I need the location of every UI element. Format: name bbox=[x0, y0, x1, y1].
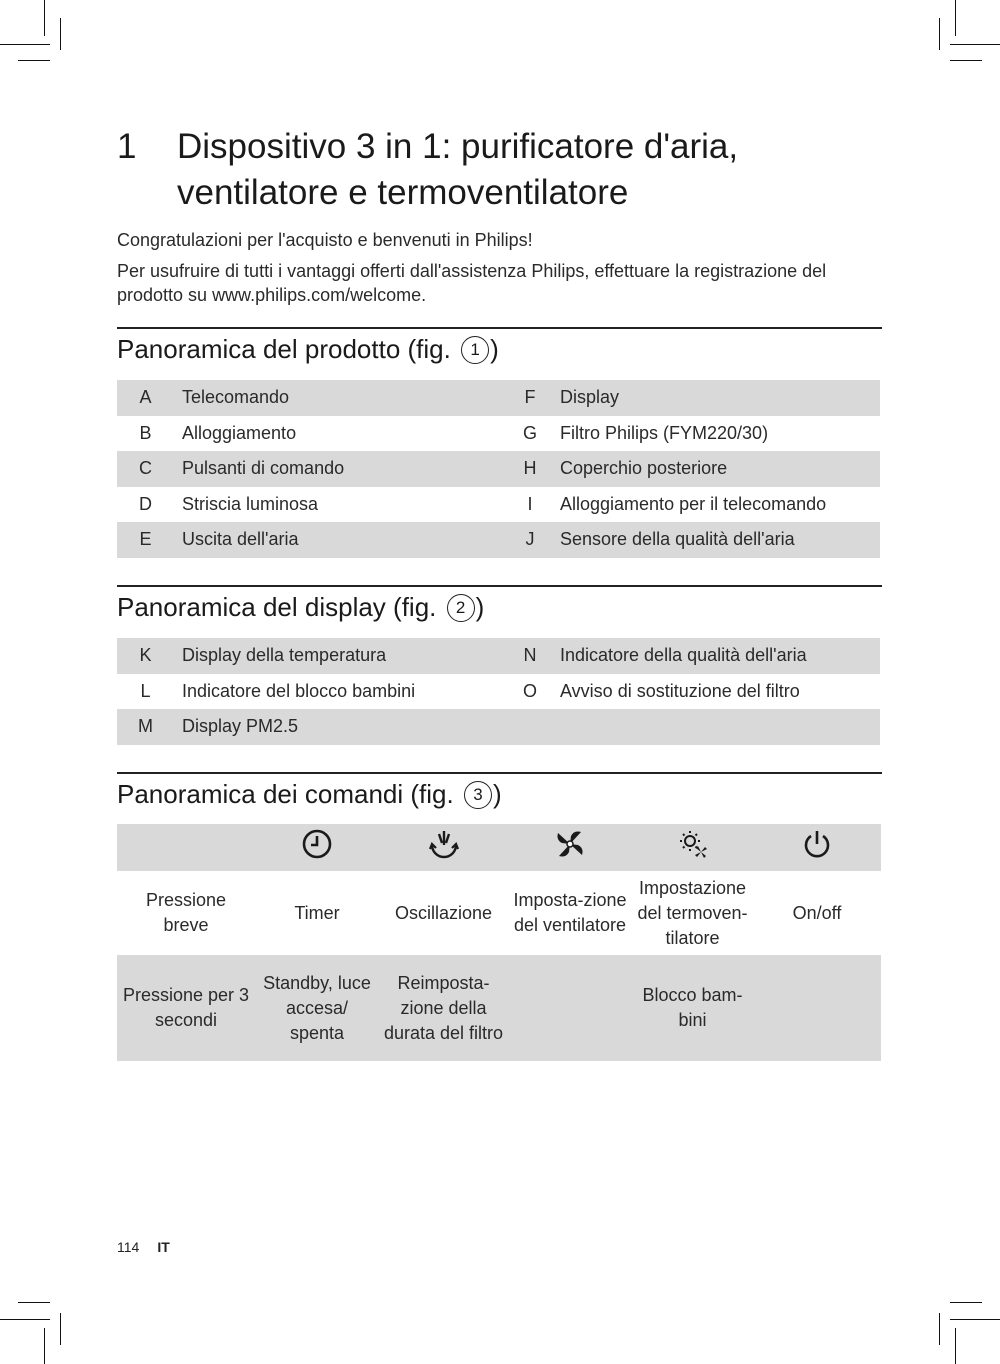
part-key: G bbox=[522, 422, 537, 443]
crop-mark bbox=[18, 1302, 50, 1303]
crop-mark bbox=[955, 1328, 956, 1364]
part-key: D bbox=[139, 493, 152, 514]
crop-mark bbox=[950, 60, 982, 61]
section-title-display: Panoramica del display (fig. 2 ) bbox=[117, 592, 485, 622]
part-label: Display della temperatura bbox=[174, 638, 508, 674]
timer-icon bbox=[255, 824, 379, 871]
crop-mark bbox=[60, 18, 61, 50]
section-title-controls: Panoramica dei comandi (fig. 3 ) bbox=[117, 779, 502, 809]
icon-row bbox=[117, 824, 881, 871]
crop-mark bbox=[60, 1313, 61, 1345]
crop-mark bbox=[44, 0, 45, 36]
table-row bbox=[117, 674, 880, 710]
crop-mark bbox=[0, 1319, 50, 1320]
table-row bbox=[117, 522, 880, 558]
crop-mark bbox=[950, 44, 1000, 45]
display-parts-table bbox=[117, 638, 880, 745]
chapter-title-line1: Dispositivo 3 in 1: purificatore d'aria, bbox=[177, 127, 739, 166]
control-cell bbox=[753, 955, 881, 1061]
table-row bbox=[117, 487, 880, 523]
crop-mark bbox=[950, 1319, 1000, 1320]
control-cell: Oscillazione bbox=[394, 902, 493, 923]
part-key: K bbox=[117, 638, 174, 674]
part-key: L bbox=[140, 680, 151, 701]
section-rule bbox=[117, 585, 882, 587]
intro-registration: Per usufruire di tutti i vantaggi offerti dall'assistenza Philips, effettuare la registrazione del prodotto su www.philips.com/welcome. bbox=[117, 261, 827, 305]
crop-mark bbox=[955, 0, 956, 36]
table-row bbox=[117, 416, 880, 452]
part-label: Avviso di sostituzione del filtro bbox=[560, 680, 800, 701]
part-label bbox=[552, 709, 880, 745]
row-label: Pressione breve bbox=[145, 890, 227, 935]
table-row-short-press bbox=[117, 871, 881, 955]
part-label: Indicatore della qualità dell'aria bbox=[552, 638, 880, 674]
part-key bbox=[508, 709, 552, 745]
page-footer bbox=[117, 1239, 170, 1255]
fan-icon bbox=[508, 824, 632, 871]
crop-mark bbox=[0, 44, 50, 45]
part-key: I bbox=[527, 493, 533, 514]
part-key: N bbox=[508, 638, 552, 674]
controls-table bbox=[117, 824, 881, 1061]
figure-number-badge: 2 bbox=[447, 594, 475, 622]
control-cell: Standby, luce accesa/ spenta bbox=[255, 955, 379, 1061]
control-cell: Reimposta-zione della durata del filtro bbox=[379, 955, 508, 1061]
language-code: IT bbox=[157, 1239, 170, 1255]
table-row-long-press bbox=[117, 955, 881, 1061]
crop-mark bbox=[939, 1313, 940, 1345]
control-cell: Impostazione del termoven-tilatore bbox=[637, 877, 748, 948]
control-cell: Blocco bam-bini bbox=[632, 955, 753, 1061]
part-label: Telecomando bbox=[174, 380, 508, 416]
section-rule bbox=[117, 327, 882, 329]
table-row bbox=[117, 380, 880, 416]
empty-cell bbox=[117, 824, 255, 871]
part-label: Indicatore del blocco bambini bbox=[182, 680, 416, 701]
part-key: E bbox=[117, 522, 174, 558]
figure-number-badge: 1 bbox=[461, 336, 489, 364]
heater-icon bbox=[632, 824, 753, 871]
crop-mark bbox=[18, 60, 50, 61]
table-row bbox=[117, 709, 880, 745]
crop-mark bbox=[44, 1328, 45, 1364]
chapter-title-line2: ventilatore e termoventilatore bbox=[177, 173, 629, 212]
section-rule bbox=[117, 772, 882, 774]
part-key: A bbox=[117, 380, 174, 416]
crop-mark bbox=[950, 1302, 982, 1303]
part-key: H bbox=[508, 451, 552, 487]
part-key: B bbox=[139, 422, 152, 443]
control-cell: Timer bbox=[294, 902, 340, 923]
intro-greeting: Congratulazioni per l'acquisto e benvenuti in Philips! bbox=[117, 230, 533, 250]
part-label: Alloggiamento bbox=[182, 422, 297, 443]
power-icon bbox=[753, 824, 881, 871]
part-key: C bbox=[117, 451, 174, 487]
part-label: Sensore della qualità dell'aria bbox=[552, 522, 880, 558]
part-label: Coperchio posteriore bbox=[552, 451, 880, 487]
oscillation-icon bbox=[379, 824, 508, 871]
part-label: Striscia luminosa bbox=[182, 493, 319, 514]
part-label: Display bbox=[552, 380, 880, 416]
page-number: 114 bbox=[117, 1239, 140, 1255]
figure-number-badge: 3 bbox=[464, 781, 492, 809]
control-cell: Imposta-zione del ventilatore bbox=[513, 890, 627, 935]
part-key: M bbox=[117, 709, 174, 745]
part-label: Alloggiamento per il telecomando bbox=[560, 493, 827, 514]
product-parts-table bbox=[117, 380, 880, 558]
section-title-product: Panoramica del prodotto (fig. 1 ) bbox=[117, 334, 499, 364]
part-label: Uscita dell'aria bbox=[174, 522, 508, 558]
part-label: Filtro Philips (FYM220/30) bbox=[560, 422, 769, 443]
chapter-number: 1 bbox=[117, 127, 137, 166]
row-label: Pressione per 3 secondi bbox=[117, 955, 255, 1061]
control-cell: On/off bbox=[792, 902, 842, 923]
part-label: Pulsanti di comando bbox=[174, 451, 508, 487]
crop-mark bbox=[939, 18, 940, 50]
table-row bbox=[117, 451, 880, 487]
table-row bbox=[117, 638, 880, 674]
part-label: Display PM2.5 bbox=[174, 709, 508, 745]
part-key: J bbox=[508, 522, 552, 558]
control-cell bbox=[508, 955, 632, 1061]
part-key: O bbox=[522, 680, 537, 701]
part-key: F bbox=[508, 380, 552, 416]
